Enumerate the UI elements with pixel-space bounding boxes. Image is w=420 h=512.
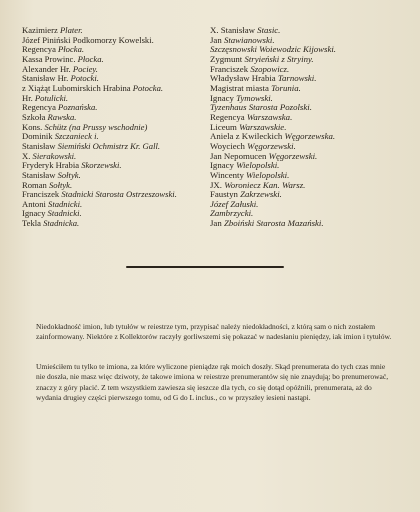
- entry-prefix: Stanisław: [22, 169, 58, 180]
- entry-surname: Zboiński Starosta Mazański.: [223, 218, 324, 229]
- entry-surname: Sołtyk.: [48, 179, 73, 190]
- entry-surname: Stadnicki Starosta Ostrzeszowski.: [61, 189, 177, 200]
- entry-prefix: Regencya: [22, 102, 59, 113]
- entry-prefix: Regencya: [210, 111, 247, 122]
- entry-surname: Potocka.: [132, 82, 164, 93]
- subscriber-entry: [210, 219, 410, 229]
- entry-prefix: JX.: [210, 179, 225, 190]
- entry-surname: Stadnicki.: [47, 208, 82, 219]
- entry-prefix: Regencya: [22, 44, 59, 55]
- entry-prefix: Stanisław Hr.: [22, 73, 71, 84]
- entry-surname: Rawska.: [47, 111, 77, 122]
- decorative-rule: [126, 266, 284, 268]
- entry-prefix: Jan: [210, 34, 224, 45]
- entry-prefix: Fryderyk Hrabia: [22, 160, 82, 171]
- footnote-text: Niedokładność imion, lub tytułów w reiestrze tym, przypisać należy niedokładności, z którą sam o nich zostałem zainformowany. Niektóre z Kollektorów raczyły gorliwszemi się pokazać w nadesłaniu pieniędzy, iak imion i tytułów.: [36, 322, 392, 342]
- entry-surname: Stawianowski.: [223, 34, 275, 45]
- entry-prefix: Wincenty: [210, 169, 247, 180]
- entry-prefix: Stanisław: [22, 140, 58, 151]
- entry-prefix: Woyciech: [210, 140, 248, 151]
- entry-prefix: Kons.: [22, 121, 45, 132]
- subscriber-list-left: [22, 26, 218, 229]
- entry-prefix: Liceum: [210, 121, 240, 132]
- entry-surname: Warszawskie.: [239, 121, 287, 132]
- entry-surname: Węgorzewski.: [247, 140, 296, 151]
- entry-prefix: Dominik: [22, 131, 55, 142]
- entry-prefix: Faustyn: [210, 189, 241, 200]
- entry-surname: Węgorzewski.: [268, 150, 318, 161]
- entry-prefix: Franciszek: [210, 63, 251, 74]
- entry-surname: Potocki.: [70, 73, 99, 84]
- entry-surname: Płocka.: [58, 44, 85, 55]
- entry-surname: Sołtyk.: [57, 169, 81, 180]
- entry-prefix: Józef Piniński Podkomorzy Kowelski.: [22, 34, 154, 45]
- entry-prefix: Magistrat miasta: [210, 82, 272, 93]
- entry-surname: Szczanieck i.: [54, 131, 99, 142]
- entry-surname: Tarnowski.: [277, 73, 317, 84]
- footnote-text: Umieściłem tu tylko te imiona, za które wyliczone pieniądze rąk moich doszły. Skąd prenumerata do tych czas mnie nie doszła, nie masz więc dziwoty, że takowe imiona w reiestrze prenumerantów się nie znaydują; bo prenumerować, znaczy z góry płacić. Z tem wszystkiem zawiesza się ieszcze dla tych, co się dotąd opóźnili, prenumerata, aż do wydania drugiey części pierwszego tomu, od G do L inclus., co w przyszłey iesieni nastąpi.: [36, 362, 389, 403]
- entry-prefix: Zygmunt: [210, 53, 245, 64]
- entry-prefix: Ignacy: [210, 160, 237, 171]
- entry-prefix: Franciszek: [22, 189, 62, 200]
- entry-prefix: Kazimierz: [22, 25, 60, 35]
- entry-surname: Pociey.: [72, 63, 98, 74]
- entry-surname: Poznańska.: [58, 102, 98, 113]
- entry-prefix: X. Stanisław: [210, 25, 258, 35]
- entry-prefix: Ignacy: [22, 208, 48, 219]
- entry-surname: Tyzenhaus Starosta Pozolski.: [210, 102, 312, 113]
- entry-prefix: Hr.: [22, 92, 35, 103]
- entry-surname: Tymowski.: [236, 92, 273, 103]
- entry-surname: Warszawska.: [246, 111, 293, 122]
- entry-surname: Szczęsnowski Woiewodzic Kijowski.: [210, 44, 337, 55]
- entry-surname: Woroniecz Kan. Warsz.: [224, 179, 306, 190]
- entry-surname: Siemiński Ochmistrz Kr. Gall.: [57, 140, 160, 151]
- entry-surname: Węgorzewska.: [284, 131, 336, 142]
- entry-prefix: Ignacy: [210, 92, 237, 103]
- subscriber-list-right: [210, 26, 410, 229]
- entry-prefix: Jan: [210, 218, 224, 229]
- footnote-inaccuracy: [36, 322, 392, 343]
- entry-surname: Plater.: [59, 25, 83, 35]
- entry-prefix: Roman: [22, 179, 49, 190]
- entry-prefix: Alexander Hr.: [22, 63, 73, 74]
- entry-prefix: Antoni: [22, 198, 49, 209]
- entry-surname: Schütz (na Prussy wschodnie): [44, 121, 148, 132]
- entry-prefix: Jan Nepomucen: [210, 150, 269, 161]
- entry-surname: Potulicki.: [34, 92, 69, 103]
- entry-surname: Płocka.: [77, 53, 104, 64]
- subscriber-entry: [22, 219, 218, 229]
- entry-surname: Torunia.: [271, 82, 301, 93]
- name-list: [210, 26, 410, 229]
- entry-prefix: Władysław Hrabia: [210, 73, 278, 84]
- entry-prefix: Szkoła: [22, 111, 48, 122]
- footnote-subscription: [36, 362, 392, 404]
- entry-surname: Skorzewski.: [81, 160, 122, 171]
- entry-surname: Zambrzycki.: [210, 208, 254, 219]
- entry-prefix: X.: [22, 150, 33, 161]
- name-list: [22, 26, 218, 229]
- entry-prefix: Aniela z Kwileckich: [210, 131, 285, 142]
- entry-surname: Józef Załuski.: [210, 198, 259, 209]
- entry-surname: Stadnicka.: [43, 218, 80, 229]
- entry-surname: Wielopolski.: [236, 160, 280, 171]
- entry-prefix: Tekla: [22, 218, 44, 229]
- entry-surname: Stryieński z Stryiny.: [244, 53, 314, 64]
- entry-surname: Stasic.: [257, 25, 281, 35]
- entry-surname: Stadnicki.: [48, 198, 83, 209]
- entry-surname: Zakrzewski.: [240, 189, 282, 200]
- entry-surname: Wielopolski.: [246, 169, 290, 180]
- entry-surname: Sierakowski.: [32, 150, 77, 161]
- entry-prefix: z Xiążąt Lubomirskich Hrabina: [22, 82, 133, 93]
- entry-prefix: Kassa Prowinc.: [22, 53, 78, 64]
- entry-surname: Szopowicz.: [250, 63, 290, 74]
